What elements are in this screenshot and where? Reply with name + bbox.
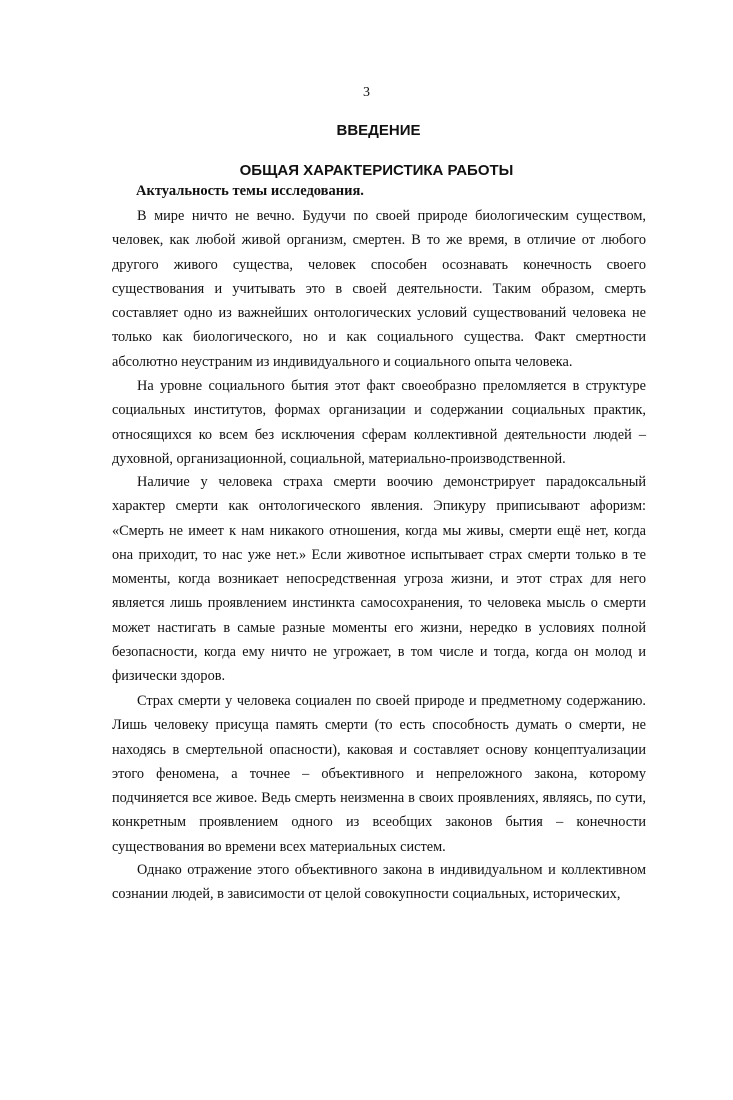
section-title-general-characteristics: ОБЩАЯ ХАРАКТЕРИСТИКА РАБОТЫ bbox=[239, 162, 514, 179]
paragraph-5: Однако отражение этого объективного закона в индивидуальном и коллективном сознании людей, в зависимости от целой совокупности социальных, исторических, bbox=[112, 862, 646, 903]
paragraph-3: Наличие у человека страха смерти воочию демонстрирует парадоксальный характер смерти как онтологического явления. Эпикуру приписывают афоризм: «Смерть не имеет к нам никакого отношения, когда мы живы, смерти ещё нет, когда она приходит, то нас уже нет.» Если животное испытывает страх смерти только в те моменты, когда возникает непосредственная угроза жизни, и этот страх для него является лишь проявлением инстинкта самосохранения, то человека мысль о смерти может настигать в самые разные моменты его жизни, нередко в условиях полной безопасности, когда ему ничто не угрожает, в том числе и тогда, когда он молод и физически здоров. bbox=[112, 474, 646, 685]
subsection-title-relevance: Актуальность темы исследования. bbox=[136, 183, 364, 199]
section-title-introduction: ВВЕДЕНИЕ bbox=[336, 122, 421, 139]
page-number: 3 bbox=[363, 85, 370, 100]
paragraph-2: На уровне социального бытия этот факт своеобразно преломляется в структуре социальных институтов, формах организации и содержании социальных практик, относящихся ко всем без исключения сферам коллективной деятельности людей – духовной, организационной, социальной, материально-производственной. bbox=[112, 378, 646, 467]
paragraph-4: Страх смерти у человека социален по своей природе и предметному содержанию. Лишь человеку присуща память смерти (то есть способность думать о смерти, не находясь в смертельной опасности), каковая и составляет основу концептуализации этого феномена, а точнее – объективного и непреложного закона, которому подчиняется все живое. Ведь смерть неизменна в своих проявлениях, являясь, по сути, конкретным проявлением одного из всеобщих законов бытия – конечности существования во времени всех материальных систем. bbox=[112, 693, 646, 855]
paragraph-1: В мире ничто не вечно. Будучи по своей природе биологическим существом, человек, как любой живой организм, смертен. В то же время, в отличие от любого другого живого существа, человек способен осознавать конечность своего существования и учитывать это в своей деятельности. Таким образом, смерть составляет одно из важнейших онтологических условий существований человека не только как биологического, но и как социального существа. Факт смертности абсолютно неустраним из индивидуального и социального опыта человека. bbox=[112, 208, 646, 370]
